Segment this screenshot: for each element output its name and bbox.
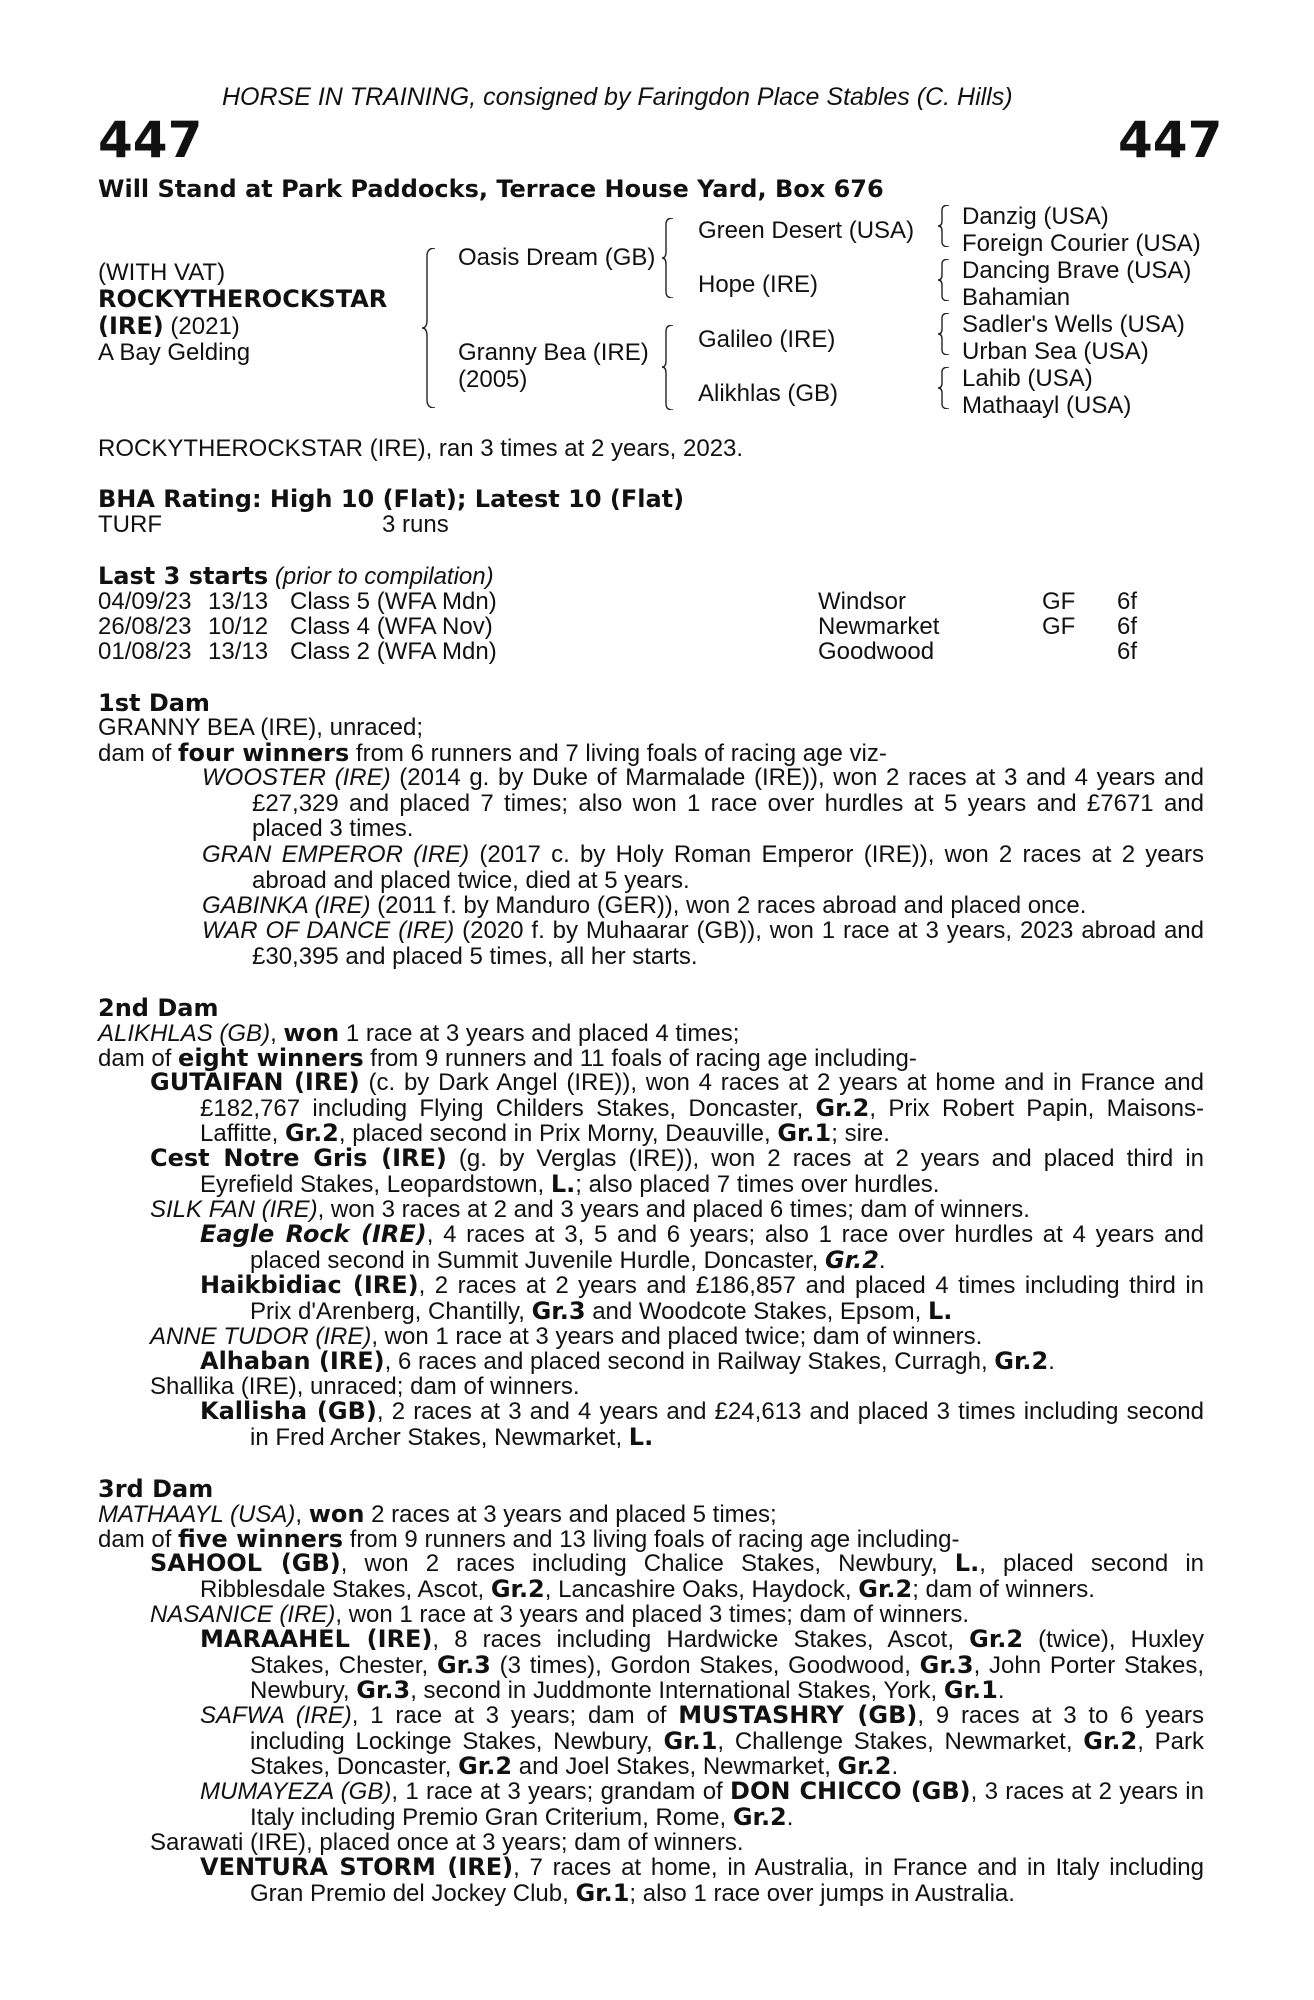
progeny-silk-fan: SILK FAN (IRE), won 3 races at 2 and 3 years and placed 6 times; dam of winners.: [150, 1196, 1030, 1223]
progeny-cest-notre-gris: Cest Notre Gris (IRE) (g. by Verglas (IRE)), won 2 races at 2 years and placed third in Eyrefield Stakes, Leopardstown, L.; also placed 7 times over hurdles.: [150, 1144, 1204, 1198]
start-distance: 6f: [1117, 588, 1138, 615]
last-starts-heading: Last 3 starts (prior to compilation): [98, 562, 494, 590]
pedigree-sire: Oasis Dream (GB): [458, 244, 656, 271]
pedigree-dam: Granny Bea (IRE): [458, 339, 649, 366]
progeny-nasanice: NASANICE (IRE), won 1 race at 3 years and placed 3 times; dam of winners.: [150, 1601, 970, 1628]
third-dam-name: MATHAAYL (USA), won 2 races at 3 years and placed 5 times;: [98, 1500, 777, 1528]
start-race: Class 2 (WFA Mdn): [290, 638, 497, 665]
start-position: 10/12: [208, 613, 269, 640]
table-row: [0, 639, 1314, 665]
pedigree-brace-gg1: [938, 205, 950, 247]
pedigree-brace-gg2: [938, 259, 950, 301]
pedigree-sire-sire: Green Desert (USA): [698, 217, 915, 244]
pedigree-dam-year: (2005): [458, 366, 528, 393]
progeny-wooster: WOOSTER (IRE) (2014 g. by Duke of Marmalade (IRE)), won 2 races at 3 and 4 years and £27,329 and placed 7 times; also won 1 race over hurdles at 5 years and £7671 and placed 3 times.: [202, 764, 1204, 842]
rating-runs: 3 runs: [382, 511, 449, 538]
pedigree-brace-gg4: [938, 367, 950, 409]
third-dam-produce: dam of five winners from 9 runners and 13 living foals of racing age including-: [98, 1525, 960, 1553]
progeny-sahool: SAHOOL (GB), won 2 races including Chalice Stakes, Newbury, L., placed second in Ribblesdale Stakes, Ascot, Gr.2, Lancashire Oaks, Haydock, Gr.2; dam of winners.: [150, 1549, 1205, 1603]
start-going: GF: [1042, 613, 1076, 640]
pedigree-sire-dam: Hope (IRE): [698, 271, 819, 298]
pedigree-dam-sire: Galileo (IRE): [698, 326, 836, 353]
start-position: 13/13: [208, 588, 269, 615]
progeny-alhaban: Alhaban (IRE), 6 races and placed second in Railway Stakes, Curragh, Gr.2.: [200, 1347, 1055, 1375]
progeny-gabinka: GABINKA (IRE) (2011 f. by Manduro (GER)), won 2 races abroad and placed once.: [202, 892, 1087, 919]
pedigree-gg-7: Lahib (USA): [962, 365, 1093, 392]
progeny-sarawati: Sarawati (IRE), placed once at 3 years; dam of winners.: [150, 1829, 744, 1856]
second-dam-heading: 2nd Dam: [98, 994, 219, 1022]
stand-location: Will Stand at Park Paddocks, Terrace House Yard, Box 676: [98, 175, 884, 203]
start-course: Newmarket: [818, 613, 940, 640]
progeny-eagle-rock: Eagle Rock (IRE), 4 races at 3, 5 and 6 years; also 1 race over hurdles at 4 years and placed second in Summit Juvenile Hurdle, Doncaster, Gr.2.: [200, 1220, 1204, 1274]
third-dam-heading: 3rd Dam: [98, 1475, 214, 1503]
lot-number-left: 447: [98, 111, 203, 169]
start-course: Goodwood: [818, 638, 935, 665]
pedigree-gg-1: Danzig (USA): [962, 203, 1109, 230]
pedigree-brace-dam: [662, 325, 674, 410]
first-dam-name: GRANNY BEA (IRE), unraced;: [98, 714, 424, 741]
progeny-gran-emperor: GRAN EMPEROR (IRE) (2017 c. by Holy Roman Emperor (IRE)), won 2 races at 2 years abroad and placed twice, died at 5 years.: [202, 841, 1204, 894]
start-date: 04/09/23: [98, 588, 192, 615]
horse-country-year: (IRE) (2021): [98, 312, 240, 340]
second-dam-produce: dam of eight winners from 9 runners and 11 foals of racing age including-: [98, 1044, 917, 1072]
consignor-line: HORSE IN TRAINING, consigned by Faringdon Place Stables (C. Hills): [222, 83, 1013, 111]
start-position: 13/13: [208, 638, 269, 665]
start-date: 01/08/23: [98, 638, 192, 665]
progeny-mumayeza: MUMAYEZA (GB), 1 race at 3 years; grandam of DON CHICCO (GB), 3 races at 2 years in Italy including Premio Gran Criterium, Rome, Gr.2.: [200, 1777, 1204, 1831]
pedigree-dam-dam: Alikhlas (GB): [698, 380, 839, 407]
progeny-shallika: Shallika (IRE), unraced; dam of winners.: [150, 1373, 580, 1400]
pedigree-brace-main: [422, 248, 436, 408]
table-row: [0, 614, 1314, 640]
second-dam-name: ALIKHLAS (GB), won 1 race at 3 years and placed 4 times;: [98, 1019, 740, 1047]
horse-name: ROCKYTHEROCKSTAR: [98, 285, 388, 313]
start-race: Class 5 (WFA Mdn): [290, 588, 497, 615]
start-race: Class 4 (WFA Nov): [290, 613, 493, 640]
progeny-ventura-storm: VENTURA STORM (IRE), 7 races at home, in Australia, in France and in Italy including Gran Premio del Jockey Club, Gr.1; also 1 race over jumps in Australia.: [200, 1853, 1205, 1907]
bha-rating: BHA Rating: High 10 (Flat); Latest 10 (Flat): [98, 485, 685, 513]
progeny-anne-tudor: ANNE TUDOR (IRE), won 1 race at 3 years and placed twice; dam of winners.: [150, 1323, 983, 1350]
first-dam-produce: dam of four winners from 6 runners and 7 living foals of racing age viz-: [98, 739, 887, 767]
pedigree-gg-3: Dancing Brave (USA): [962, 257, 1192, 284]
pedigree-brace-sire: [662, 218, 674, 298]
start-distance: 6f: [1117, 613, 1138, 640]
progeny-kallisha: Kallisha (GB), 2 races at 3 and 4 years and £24,613 and placed 3 times including second in Fred Archer Stakes, Newmarket, L.: [200, 1397, 1204, 1451]
horse-description: A Bay Gelding: [98, 339, 251, 366]
rating-surface: TURF: [98, 511, 162, 538]
table-row: [0, 589, 1314, 615]
progeny-maraahel: MARAAHEL (IRE), 8 races including Hardwicke Stakes, Ascot, Gr.2 (twice), Huxley Stakes, Chester, Gr.3 (3 times), Gordon Stakes, Goodwood, Gr.3, John Porter Stakes, Newbury, Gr.3, second in Juddmonte International Stakes, York, Gr.1.: [200, 1625, 1204, 1704]
first-dam-heading: 1st Dam: [98, 689, 210, 717]
pedigree-gg-4: Bahamian: [962, 284, 1071, 311]
pedigree-gg-5: Sadler's Wells (USA): [962, 311, 1185, 338]
start-distance: 6f: [1117, 638, 1138, 665]
vat-note: (WITH VAT): [98, 259, 226, 286]
lot-number-right: 447: [1118, 111, 1223, 169]
pedigree-gg-6: Urban Sea (USA): [962, 338, 1149, 365]
start-course: Windsor: [818, 588, 907, 615]
pedigree-gg-2: Foreign Courier (USA): [962, 230, 1201, 257]
start-date: 26/08/23: [98, 613, 192, 640]
pedigree-gg-8: Mathaayl (USA): [962, 392, 1132, 419]
pedigree-brace-gg3: [938, 313, 950, 355]
progeny-gutaifan: GUTAIFAN (IRE) (c. by Dark Angel (IRE)), won 4 races at 2 years at home and in France and £182,767 including Flying Childers Stakes, Doncaster, Gr.2, Prix Robert Papin, Maisons-Laffitte, Gr.2, placed second in Prix Morny, Deauville, Gr.1; sire.: [150, 1068, 1204, 1147]
progeny-haikbidiac: Haikbidiac (IRE), 2 races at 2 years and £186,857 and placed 4 times including third in Prix d'Arenberg, Chantilly, Gr.3 and Woodcote Stakes, Epsom, L.: [200, 1271, 1204, 1325]
progeny-war-of-dance: WAR OF DANCE (IRE) (2020 f. by Muhaarar (GB)), won 1 race at 3 years, 2023 abroad and £30,395 and placed 5 times, all her starts.: [202, 917, 1204, 970]
start-going: GF: [1042, 588, 1076, 615]
progeny-safwa: SAFWA (IRE), 1 race at 3 years; dam of MUSTASHRY (GB), 9 races at 3 to 6 years including Lockinge Stakes, Newbury, Gr.1, Challenge Stakes, Newmarket, Gr.2, Park Stakes, Doncaster, Gr.2 and Joel Stakes, Newmarket, Gr.2.: [200, 1701, 1205, 1780]
race-summary: ROCKYTHEROCKSTAR (IRE), ran 3 times at 2 years, 2023.: [98, 435, 744, 462]
